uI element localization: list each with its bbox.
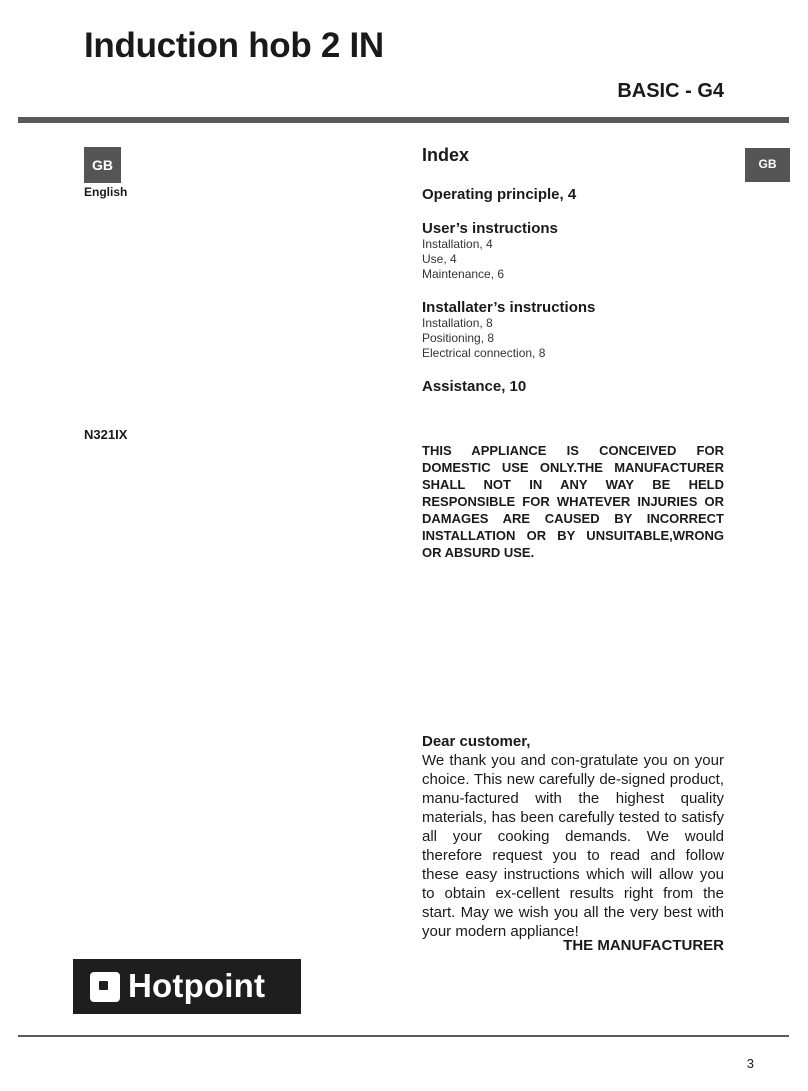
- index-item: Maintenance, 6: [422, 267, 505, 281]
- logo-mark-icon: [90, 972, 120, 1002]
- index-item: Installation, 8: [422, 316, 493, 330]
- index-section: [422, 145, 724, 412]
- letter-signature: THE MANUFACTURER: [563, 937, 724, 954]
- index-heading: User’s instructions: [422, 220, 558, 237]
- top-divider: [18, 117, 789, 123]
- customer-letter: [422, 732, 724, 941]
- index-item: Electrical connection, 8: [422, 346, 546, 360]
- index-group: [422, 378, 724, 395]
- document-title: Induction hob 2 IN: [84, 26, 384, 65]
- language-tab: GB: [745, 148, 790, 182]
- letter-greeting: Dear customer,: [422, 733, 531, 750]
- index-title: Index: [422, 145, 470, 165]
- safety-warning: THIS APPLIANCE IS CONCEIVED FOR DOMESTIC USE ONLY.THE MANUFACTURER SHALL NOT IN ANY WAY BE HELD RESPONSIBLE FOR WHATEVER INJURIES OR DAMAGES ARE CAUSED BY INCORRECT INSTALLATION OR BY UNSUITABLE,WRONG OR ABSURD USE.: [422, 443, 724, 560]
- language-badge: GB: [84, 147, 121, 183]
- index-heading: Installater’s instructions: [422, 299, 596, 316]
- index-item: Use, 4: [422, 252, 457, 266]
- index-heading: Operating principle, 4: [422, 186, 577, 203]
- index-item: Positioning, 8: [422, 331, 495, 345]
- index-group: [422, 220, 724, 282]
- logo-text: Hotpoint: [128, 967, 266, 1004]
- hotpoint-logo: [73, 959, 301, 1014]
- model-code: N321IX: [84, 427, 128, 442]
- language-label: English: [84, 185, 128, 199]
- bottom-divider: [18, 1035, 789, 1037]
- model-variant: BASIC - G4: [617, 80, 724, 102]
- letter-body: We thank you and con-gratulate you on your choice. This new carefully de-signed product, manu-factured with the highest quality materials, has been carefully tested to satisfy all your cooking demands. We would therefore request you to read and follow these easy instructions which will allow you to obtain ex-cellent results right from the start. May we wish you all the very best with your modern appliance!: [422, 752, 724, 940]
- page-number: 3: [746, 1056, 754, 1071]
- index-item: Installation, 4: [422, 237, 493, 251]
- index-heading: Assistance, 10: [422, 378, 527, 395]
- index-group: [422, 186, 724, 203]
- index-group: [422, 299, 724, 361]
